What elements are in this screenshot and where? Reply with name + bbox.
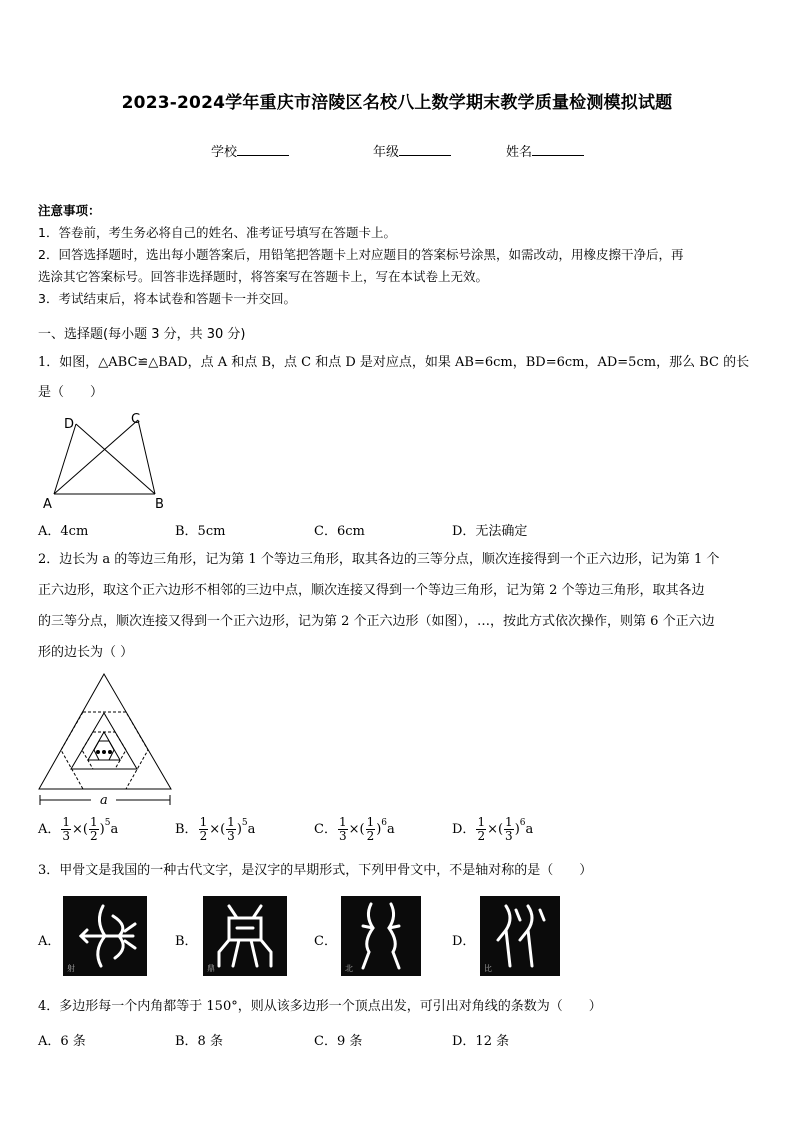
stroke <box>506 906 510 966</box>
stroke <box>229 906 261 918</box>
q2-option-a-frac-2 <box>89 816 99 843</box>
q1-line-2: 是（ ） <box>38 385 104 400</box>
numerator: 1 <box>366 815 375 829</box>
q3-option-a-image[interactable] <box>63 896 147 976</box>
exponent: 5 <box>104 818 111 828</box>
q2-option-c-frac-2 <box>366 816 376 843</box>
exponent: 5 <box>241 818 248 828</box>
q2-option-b-letter: B． <box>175 822 198 837</box>
denominator: 3 <box>227 829 235 843</box>
q1-option-c[interactable]: C．6cm <box>314 524 365 539</box>
q1-figure <box>38 408 173 513</box>
q2-option-d-frac-2 <box>504 816 514 843</box>
q1-label-a: A <box>43 497 52 512</box>
q1-label-c: C <box>131 412 141 427</box>
name-label: 姓名 <box>506 145 533 160</box>
numerator: 1 <box>338 815 347 829</box>
section-heading: 一、选择题(每小题 3 分，共 30 分) <box>38 327 246 342</box>
name-field <box>506 141 584 160</box>
variable: a <box>110 822 119 837</box>
denominator: 2 <box>366 829 375 843</box>
q4-option-d[interactable]: D．12 条 <box>452 1034 510 1049</box>
q1-edge-ad <box>54 424 76 494</box>
notes-item-2b: 选涂其它答案标号。回答非选择题时，将答案写在答题卡上，写在本试卷上无效。 <box>38 269 489 284</box>
numerator: 1 <box>505 815 513 829</box>
notes <box>38 200 683 310</box>
q2-triangle-3 <box>88 732 120 760</box>
q2-dot-3 <box>108 750 112 754</box>
grade-field <box>373 141 451 160</box>
q3-option-b-caption: 鼎 <box>207 964 215 973</box>
q3-option-c-caption: 北 <box>345 964 353 973</box>
q3-option-c-image[interactable] <box>341 896 421 976</box>
q2-figure <box>36 672 176 812</box>
numerator: 1 <box>477 815 486 829</box>
name-blank <box>532 143 584 156</box>
q2-label-a: a <box>100 793 108 808</box>
q2-dot-1 <box>96 750 100 754</box>
q2-option-b[interactable]: B． $\frac{1}{2}$ ×( $\frac{1}{3}$ )$^5$a <box>175 815 256 843</box>
q4-option-b[interactable]: B．8 条 <box>175 1034 223 1049</box>
denominator: 2 <box>199 829 208 843</box>
q3-option-a-letter[interactable]: A． <box>38 934 61 949</box>
notes-item-2a: 2．回答选择题时，选出每小题答案后，用铅笔把答题卡上对应题目的答案标号涂黑，如需改动，用橡皮擦干净后，再 <box>38 247 684 262</box>
q4-option-a[interactable]: A．6 条 <box>38 1034 86 1049</box>
q2-dot-2 <box>102 750 106 754</box>
stroke <box>363 904 373 968</box>
grade-blank <box>399 143 451 156</box>
stroke <box>233 940 257 966</box>
variable: a <box>247 822 256 837</box>
exponent: 6 <box>381 818 388 828</box>
grade-label: 年级 <box>373 145 400 160</box>
q2-option-d[interactable]: D． $\frac{1}{2}$ ×( $\frac{1}{3}$ )$^6$a <box>452 815 534 843</box>
school-field <box>211 141 289 160</box>
school-blank <box>237 143 289 156</box>
q1-edge-bd <box>76 424 155 494</box>
q2-option-c[interactable]: C． $\frac{1}{3}$ ×( $\frac{1}{2}$ )$^6$a <box>314 815 395 843</box>
q2-line-2: 正六边形，取这个正六边形不相邻的三边中点，顺次连接又得到一个等边三角形，记为第 2 个等边三角形，取其各边 <box>38 583 705 598</box>
stroke <box>389 904 399 968</box>
q3-option-b-letter[interactable]: B． <box>175 934 198 949</box>
stroke <box>219 940 271 966</box>
q1-label-d: D <box>64 417 75 432</box>
q3-option-b-image[interactable] <box>203 896 287 976</box>
q3-option-d-caption: 比 <box>484 964 492 973</box>
q2-option-a[interactable]: A． $\frac{1}{3}$ ×( $\frac{1}{2}$ )$^5$a <box>38 815 119 843</box>
q2-option-c-letter: C． <box>314 822 337 837</box>
numerator: 1 <box>90 815 98 829</box>
notes-heading: 注意事项： <box>38 203 101 218</box>
q1-label-b: B <box>155 497 164 512</box>
q1-option-a[interactable]: A．4cm <box>38 524 89 539</box>
oracle-bone-ding-icon <box>203 896 287 976</box>
q1-option-d[interactable]: D．无法确定 <box>452 524 528 539</box>
denominator: 2 <box>90 829 98 843</box>
q1-line-1: 1．如图，△ABC≌△BAD，点 A 和点 B，点 C 和点 D 是对应点，如果 AB=6cm，BD=6cm，AD=5cm，那么 BC 的长 <box>38 355 750 370</box>
q3-option-a-caption: 射 <box>67 964 75 973</box>
denominator: 3 <box>505 829 513 843</box>
numerator: 1 <box>199 815 208 829</box>
page-title: 2023-2024学年重庆市涪陵区名校八上数学期末教学质量检测模拟试题 <box>121 93 673 113</box>
q1-option-b[interactable]: B．5cm <box>175 524 226 539</box>
q3-line-1: 3．甲骨文是我国的一种古代文字，是汉字的早期形式，下列甲骨文中，不是轴对称的是（ ） <box>38 863 593 878</box>
q2-option-d-letter: D． <box>452 822 476 837</box>
q2-line-4: 形的边长为（ ） <box>38 645 134 660</box>
denominator: 3 <box>338 829 347 843</box>
notes-item-3: 3．考试结束后，将本试卷和答题卡一并交回。 <box>38 291 296 306</box>
stroke <box>363 926 399 928</box>
notes-item-1: 1．答卷前，考生务必将自己的姓名、准考证号填写在答题卡上。 <box>38 225 396 240</box>
q2-line-1: 2．边长为 a 的等边三角形，记为第 1 个等边三角形，取其各边的三等分点，顺次连接得到一个正六边形，记为第 1 个 <box>38 552 720 567</box>
q2-line-3: 的三等分点，顺次连接又得到一个正六边形，记为第 2 个正六边形（如图），…，按此方式依次操作，则第 6 个正六边 <box>38 614 715 629</box>
oracle-bone-bei-icon <box>341 896 421 976</box>
variable: a <box>387 822 395 837</box>
denominator: 3 <box>62 829 71 843</box>
oracle-bone-bi-icon <box>480 896 560 976</box>
q3-option-d-letter[interactable]: D． <box>452 934 476 949</box>
numerator: 1 <box>227 815 235 829</box>
q1-edge-bc <box>138 420 155 494</box>
stroke <box>528 906 532 966</box>
q3-option-c-letter[interactable]: C． <box>314 934 337 949</box>
q2-option-a-frac-1 <box>61 816 71 843</box>
q4-line-1: 4．多边形每一个内角都等于 150°，则从该多边形一个顶点出发，可引出对角线的条数为（ ） <box>38 999 602 1014</box>
school-label: 学校 <box>211 145 238 160</box>
numerator: 1 <box>62 815 71 829</box>
q2-option-a-letter: A． <box>38 822 61 837</box>
q4-option-c[interactable]: C．9 条 <box>314 1034 363 1049</box>
stroke <box>498 930 506 940</box>
oracle-bone-she-icon <box>63 896 147 976</box>
q2-option-b-frac-2 <box>226 816 236 843</box>
q2-option-b-frac-1 <box>199 816 209 843</box>
q2-option-c-frac-1 <box>338 816 348 843</box>
stroke <box>520 930 528 940</box>
exponent: 6 <box>519 818 526 828</box>
q2-option-d-frac-1 <box>476 816 486 843</box>
denominator: 2 <box>477 829 486 843</box>
q3-option-d-image[interactable] <box>480 896 560 976</box>
variable: a <box>525 822 534 837</box>
